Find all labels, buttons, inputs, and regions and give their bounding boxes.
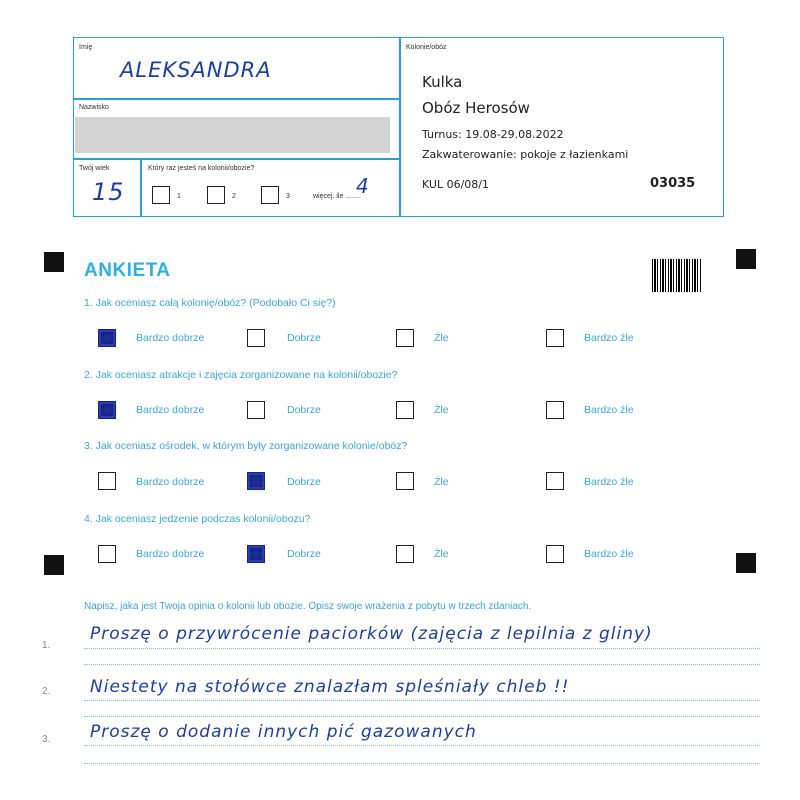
dotted-line	[84, 763, 760, 764]
divider	[399, 37, 401, 217]
wiek-label: Twój wiek	[79, 165, 110, 172]
line-number: 3.	[42, 734, 51, 745]
camp-code: KUL 06/08/1	[422, 178, 489, 191]
q1-option-dobrze[interactable]	[247, 329, 265, 347]
q4-option-bardzo-zle[interactable]	[546, 545, 564, 563]
option-label: Źle	[434, 476, 449, 488]
barcode	[652, 259, 702, 292]
registration-marker	[736, 249, 756, 269]
option-label: Bardzo źle	[584, 476, 634, 488]
ktory-raz-label: Który raz jesteś na kolonii/obozie?	[148, 165, 255, 172]
option-label: Bardzo dobrze	[136, 548, 205, 560]
survey-title: ANKIETA	[84, 260, 171, 281]
option-label: Dobrze	[287, 548, 321, 560]
option-label: Źle	[434, 548, 449, 560]
registration-marker	[44, 555, 64, 575]
option-label: Źle	[434, 332, 449, 344]
q3-option-dobrze[interactable]	[247, 472, 265, 490]
option-label: Źle	[434, 404, 449, 416]
registration-marker	[736, 553, 756, 573]
imie-value[interactable]: ALEKSANDRA	[120, 58, 272, 82]
q2-option-bardzo-zle[interactable]	[546, 401, 564, 419]
opinion-answer-2[interactable]: Niestety na stołówce znalazłam spleśniały chleb !!	[90, 677, 570, 697]
option-label: Bardzo dobrze	[136, 404, 205, 416]
option-label: Bardzo dobrze	[136, 332, 205, 344]
question-2: 2. Jak oceniasz atrakcje i zajęcia zorganizowane na kolonii/obozie?	[84, 369, 398, 381]
option-label: Dobrze	[287, 332, 321, 344]
zakwaterowanie: Zakwaterowanie: pokoje z łazienkami	[422, 148, 629, 161]
imie-label: Imię	[79, 44, 93, 51]
nazwisko-redacted	[75, 117, 390, 153]
form-number: 03035	[650, 176, 696, 191]
line-number: 1.	[42, 640, 51, 651]
option-label: Bardzo źle	[584, 548, 634, 560]
q2-option-dobrze[interactable]	[247, 401, 265, 419]
q3-option-zle[interactable]	[396, 472, 414, 490]
question-4: 4. Jak oceniasz jedzenie podczas kolonii/obozu?	[84, 513, 311, 525]
divider	[73, 158, 400, 160]
q4-option-zle[interactable]	[396, 545, 414, 563]
q4-option-bardzo-dobrze[interactable]	[98, 545, 116, 563]
registration-marker	[44, 252, 64, 272]
line-number: 2.	[42, 686, 51, 697]
dotted-line	[84, 716, 760, 717]
kolonie-label: Kolonie/obóz	[406, 44, 447, 51]
opinion-answer-1[interactable]: Proszę o przywrócenie paciorków (zajęcia z lepilnia z gliny)	[90, 624, 653, 644]
q2-option-zle[interactable]	[396, 401, 414, 419]
opinion-instruction: Napisz, jaka jest Twoja opinia o kolonii lub obozie. Opisz swoje wrażenia z pobytu w trzech zdaniach.	[84, 601, 532, 612]
dotted-line	[84, 745, 760, 746]
option-label: Bardzo dobrze	[136, 476, 205, 488]
question-1: 1. Jak oceniasz całą kolonię/obóz? (Podobało Ci się?)	[84, 297, 336, 309]
q4-option-dobrze[interactable]	[247, 545, 265, 563]
q2-option-bardzo-dobrze[interactable]	[98, 401, 116, 419]
opinion-answer-3[interactable]: Proszę o dodanie innych pić gazowanych	[90, 722, 477, 742]
turnus: Turnus: 19.08-29.08.2022	[422, 128, 564, 141]
dotted-line	[84, 664, 760, 665]
visit-3-checkbox[interactable]	[261, 186, 279, 204]
camp-subname: Obóz Herosów	[422, 99, 530, 117]
dotted-line	[84, 700, 760, 701]
q1-option-zle[interactable]	[396, 329, 414, 347]
nazwisko-label: Nazwisko	[79, 104, 109, 111]
option-label: Dobrze	[287, 476, 321, 488]
q1-option-bardzo-zle[interactable]	[546, 329, 564, 347]
dotted-line	[84, 648, 760, 649]
q3-option-bardzo-zle[interactable]	[546, 472, 564, 490]
visit-2-label: 2	[232, 193, 236, 200]
camp-name: Kulka	[422, 73, 463, 91]
q1-option-bardzo-dobrze[interactable]	[98, 329, 116, 347]
wiek-value[interactable]: 15	[92, 178, 125, 206]
visit-2-checkbox[interactable]	[207, 186, 225, 204]
question-3: 3. Jak oceniasz ośrodek, w którym były zorganizowane kolonie/obóz?	[84, 440, 408, 452]
q3-option-bardzo-dobrze[interactable]	[98, 472, 116, 490]
option-label: Bardzo źle	[584, 332, 634, 344]
divider	[140, 158, 142, 217]
visit-1-label: 1	[177, 193, 181, 200]
visit-3-label: 3	[286, 193, 290, 200]
wiecej-value[interactable]: 4	[356, 174, 370, 198]
wiecej-label: więcej, ile ........	[313, 193, 361, 200]
option-label: Bardzo źle	[584, 404, 634, 416]
option-label: Dobrze	[287, 404, 321, 416]
visit-1-checkbox[interactable]	[152, 186, 170, 204]
divider	[73, 98, 400, 100]
